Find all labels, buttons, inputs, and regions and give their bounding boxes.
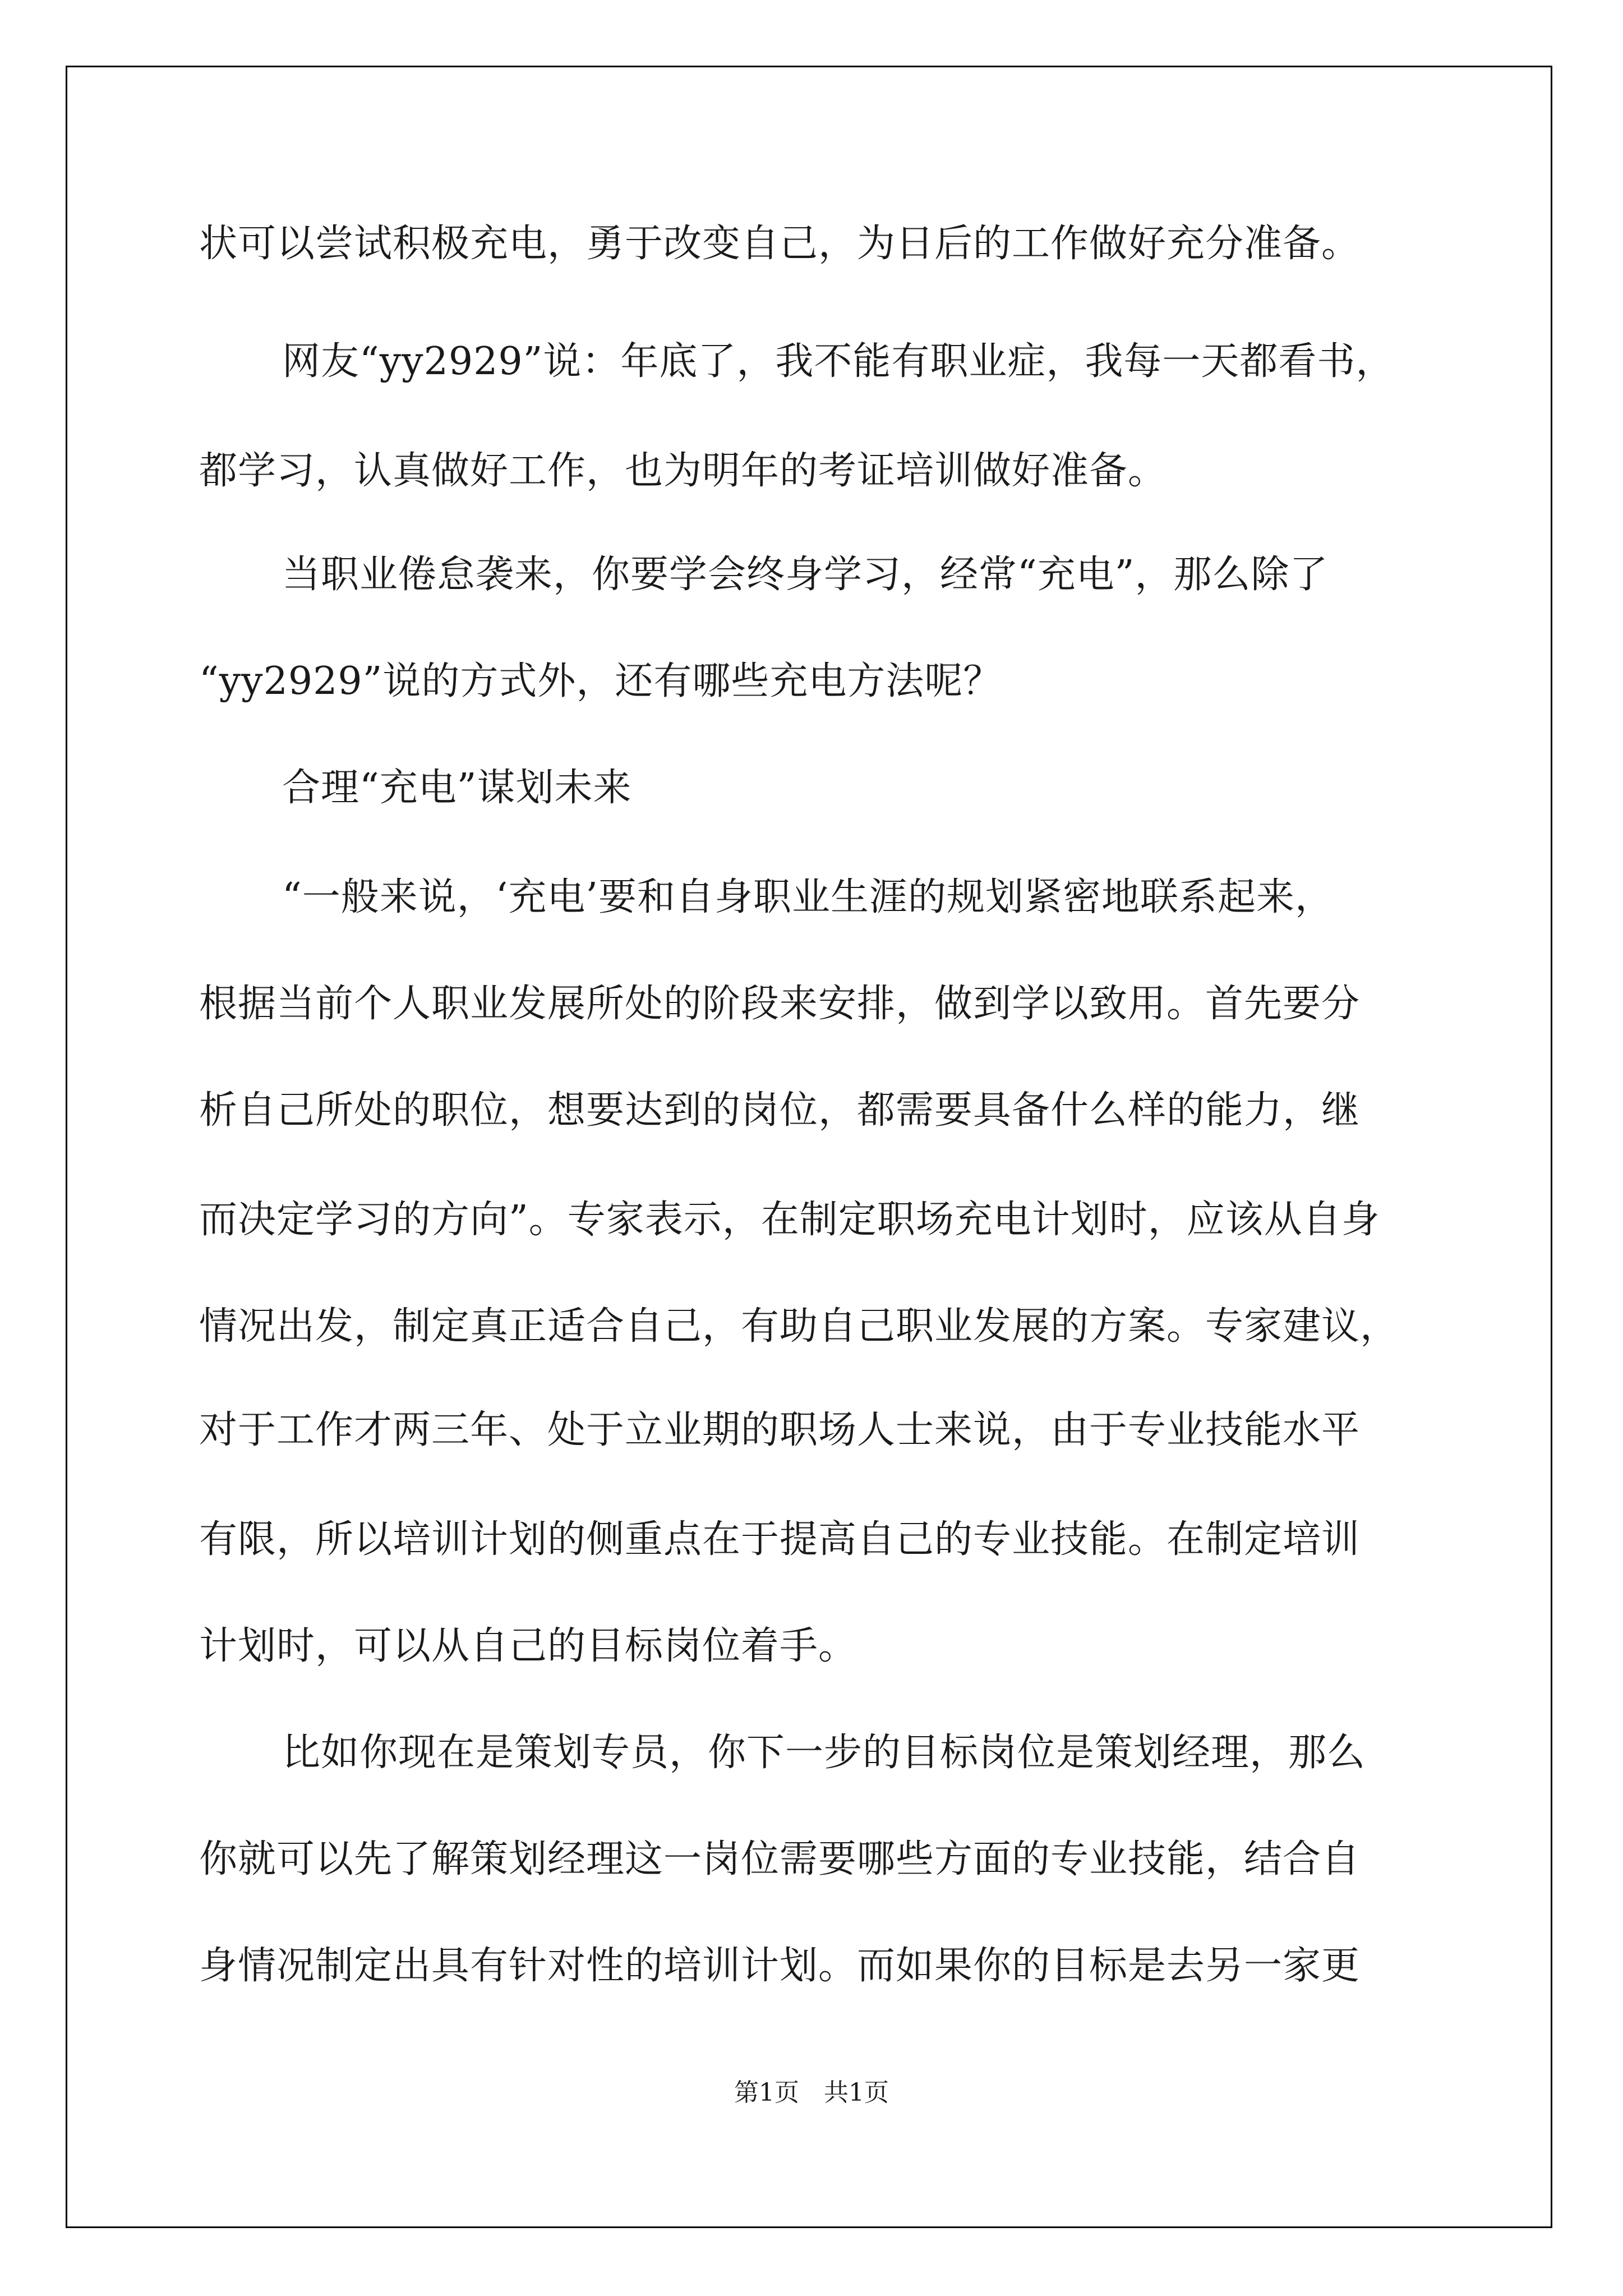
text-line-2: 网友“yy2929”说：年底了，我不能有职业症，我每一天都看书， <box>282 339 1395 384</box>
text-line-14: 计划时，可以从自己的目标岗位着手。 <box>199 1624 857 1668</box>
section-heading: 合理“充电”谋划未来 <box>282 766 632 810</box>
text-line-16: 你就可以先了解策划经理这一岗位需要哪些方面的专业技能，结合自 <box>199 1837 1361 1881</box>
text-line-4: 当职业倦怠袭来，你要学会终身学习，经常“充电”，那么除了 <box>282 553 1329 597</box>
text-line-1: 状可以尝试积极充电，勇于改变自己，为日后的工作做好充分准备。 <box>199 222 1361 266</box>
text-line-9: 析自己所处的职位，想要达到的岗位，都需要具备什么样的能力，继 <box>199 1088 1361 1133</box>
text-line-15: 比如你现在是策划专员，你下一步的目标岗位是策划经理，那么 <box>282 1731 1366 1775</box>
text-line-12: 对于工作才两三年、处于立业期的职场人士来说，由于专业技能水平 <box>199 1408 1361 1452</box>
text-line-7: “一般来说，‘充电’要和自身职业生涯的规划紧密地联系起来， <box>282 875 1334 919</box>
text-line-17: 身情况制定出具有针对性的培训计划。而如果你的目标是去另一家更 <box>199 1944 1361 1988</box>
page-number-footer: 第1页 共1页 <box>734 2078 889 2107</box>
text-line-11: 情况出发，制定真正适合自己，有助自己职业发展的方案。专家建议， <box>199 1304 1399 1349</box>
page-border <box>66 66 1552 2228</box>
text-line-13: 有限，所以培训计划的侧重点在于提高自己的专业技能。在制定培训 <box>199 1517 1361 1562</box>
text-line-3: 都学习，认真做好工作，也为明年的考证培训做好准备。 <box>199 449 1167 493</box>
text-line-8: 根据当前个人职业发展所处的阶段来安排，做到学以致用。首先要分 <box>199 982 1361 1026</box>
text-line-5: “yy2929”说的方式外，还有哪些充电方法呢？ <box>199 659 1002 703</box>
text-line-10: 而决定学习的方向”。专家表示，在制定职场充电计划时，应该从自身 <box>199 1198 1380 1242</box>
